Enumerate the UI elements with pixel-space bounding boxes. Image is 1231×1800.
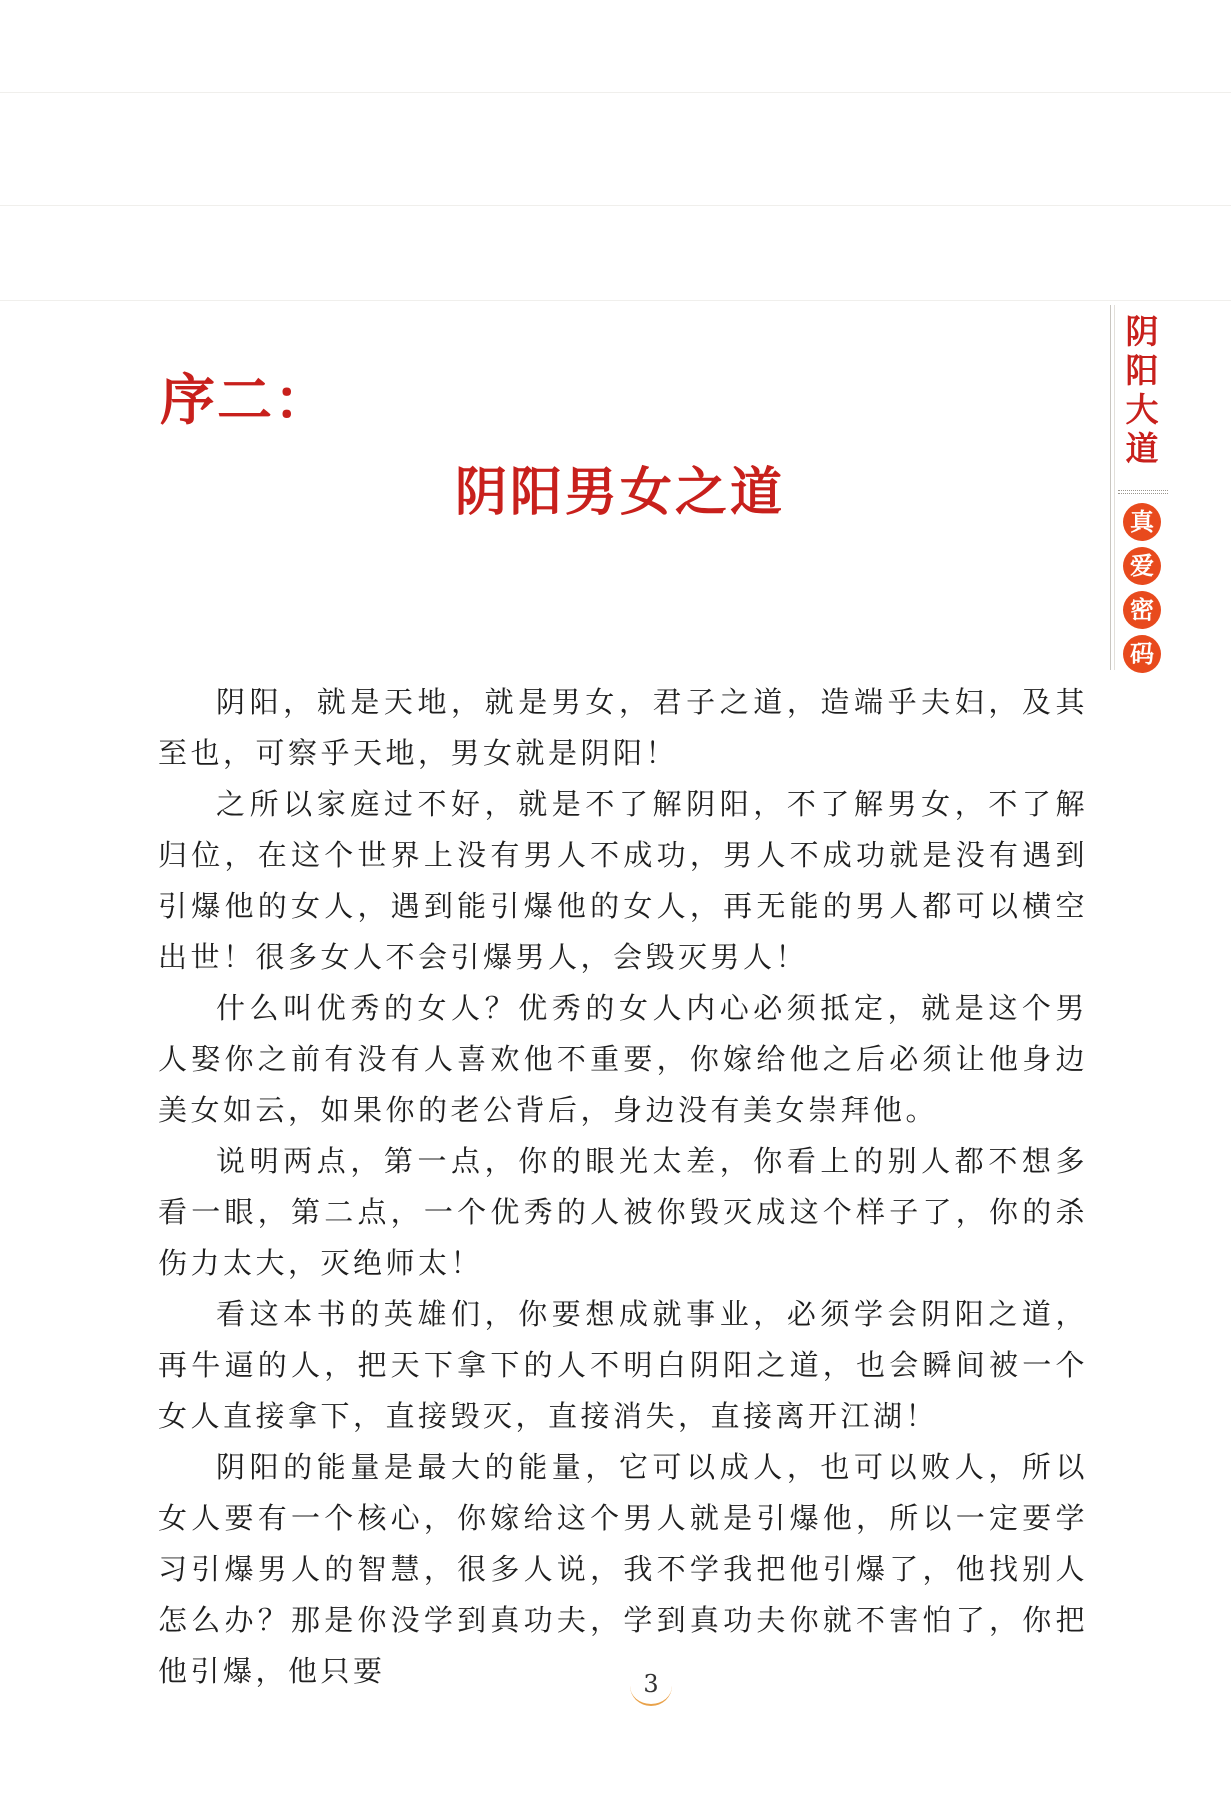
page-edge-line — [0, 300, 1231, 301]
side-divider — [1118, 493, 1168, 494]
side-circle-char: 码 — [1123, 635, 1161, 673]
side-circle-char: 爱 — [1123, 547, 1161, 585]
body-text — [158, 677, 1088, 1697]
side-tab-rule — [1110, 305, 1111, 670]
page-edge-line — [0, 92, 1231, 93]
paragraph: 什么叫优秀的女人？优秀的女人内心必须抵定，就是这个男人娶你之前有没有人喜欢他不重要，你嫁给他之后必须让他身边美女如云，如果你的老公背后，身边没有美女崇拜他。 — [158, 991, 1088, 1127]
paragraph: 看这本书的英雄们，你要想成就事业，必须学会阴阳之道，再牛逼的人，把天下拿下的人不明白阴阳之道，也会瞬间被一个女人直接拿下，直接毁灭，直接消失，直接离开江湖！ — [158, 1297, 1088, 1433]
side-circle-char: 密 — [1123, 591, 1161, 629]
preface-label: 序二： — [160, 367, 332, 432]
paragraph: 阴阳的能量是最大的能量，它可以成人，也可以败人，所以女人要有一个核心，你嫁给这个男人就是引爆他，所以一定要学习引爆男人的智慧，很多人说，我不学我把他引爆了，他找别人怎么办？那是你没学到真功夫，学到真功夫你就不害怕了，你把他引爆，他只要 — [158, 1450, 1088, 1688]
side-circle-group — [1123, 503, 1163, 679]
page-edge-line — [0, 205, 1231, 206]
side-tab — [1110, 305, 1170, 670]
side-book-title: 阴阳大道 — [1125, 312, 1159, 468]
side-circle-char: 真 — [1123, 503, 1161, 541]
side-tab-rule — [1114, 305, 1115, 670]
paragraph: 之所以家庭过不好，就是不了解阴阳，不了解男女，不了解归位，在这个世界上没有男人不成功，男人不成功就是没有遇到引爆他的女人，遇到能引爆他的女人，再无能的男人都可以横空出世！很多女人不会引爆男人，会毁灭男人！ — [158, 787, 1088, 974]
chapter-title: 阴阳男女之道 — [455, 462, 786, 523]
page-number-text: 3 — [643, 1670, 659, 1698]
side-divider — [1118, 490, 1168, 491]
paragraph: 阴阳，就是天地，就是男女，君子之道，造端乎夫妇，及其至也，可察乎天地，男女就是阴阳！ — [158, 685, 1088, 770]
page-number — [630, 1666, 672, 1706]
paragraph: 说明两点，第一点，你的眼光太差，你看上的别人都不想多看一眼，第二点，一个优秀的人被你毁灭成这个样子了，你的杀伤力太大，灭绝师太！ — [158, 1144, 1088, 1280]
